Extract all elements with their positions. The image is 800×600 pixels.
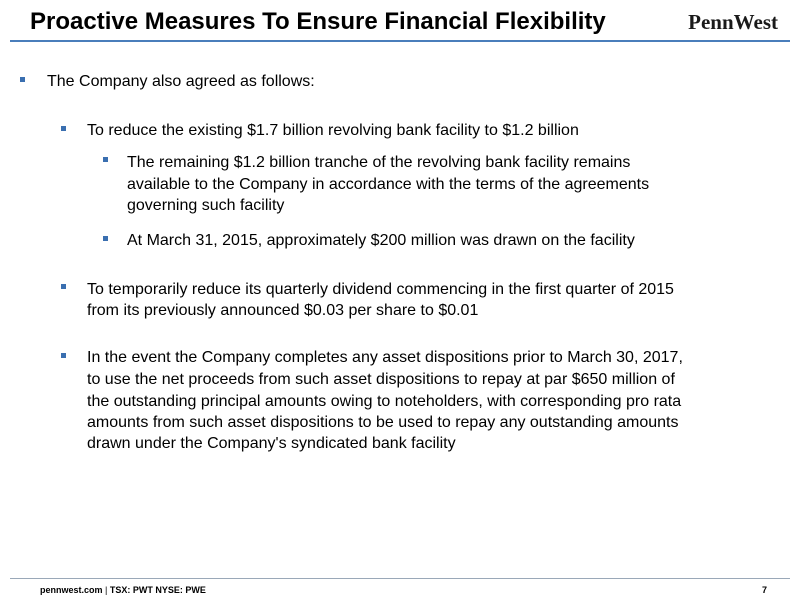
bullet-square-icon — [61, 353, 66, 358]
bullet-drawn-amount: At March 31, 2015, approximately $200 million was drawn on the facility — [127, 232, 635, 249]
footer-site-link[interactable]: pennwest.com — [40, 585, 103, 595]
footer-tickers: TSX: PWT NYSE: PWE — [109, 585, 206, 595]
bullet-remaining-tranche-line-3: governing such facility — [127, 197, 285, 214]
bullet-remaining-tranche-line-1: The remaining $1.2 billion tranche of the revolving bank facility remains — [127, 154, 631, 171]
bullet-square-icon — [61, 284, 66, 289]
footer-info — [40, 584, 206, 596]
bullet-square-icon — [20, 77, 25, 82]
bullet-dispositions-line-2: to use the net proceeds from such asset dispositions to repay at par $650 million of — [87, 371, 675, 388]
bullet-square-icon — [103, 157, 108, 162]
bullet-dispositions-line-4: amounts from such asset dispositions to be used to repay any outstanding amounts — [87, 414, 679, 431]
bullet-square-icon — [61, 126, 66, 131]
title-divider — [10, 40, 790, 42]
bullet-reduce-facility: To reduce the existing $1.7 billion revolving bank facility to $1.2 billion — [87, 122, 579, 139]
bullet-dispositions-line-1: In the event the Company completes any asset dispositions prior to March 30, 2017, — [87, 349, 683, 366]
page-number: 7 — [761, 585, 767, 595]
footer-separator: | — [105, 585, 108, 595]
page-title: Proactive Measures To Ensure Financial Flexibility — [30, 8, 606, 35]
bullet-remaining-tranche-line-2: available to the Company in accordance with the terms of the agreements — [127, 176, 650, 193]
pennwest-logo: PennWest — [688, 10, 778, 34]
bullet-dividend-line-1: To temporarily reduce its quarterly dividend commencing in the first quarter of 2015 — [87, 281, 674, 298]
footer-divider — [10, 578, 790, 579]
bullet-intro: The Company also agreed as follows: — [47, 73, 315, 90]
bullet-square-icon — [103, 236, 108, 241]
bullet-dispositions-line-3: the outstanding principal amounts owing to noteholders, with corresponding pro rata — [87, 393, 682, 410]
bullet-dividend-line-2: from its previously announced $0.03 per share to $0.01 — [87, 302, 479, 319]
bullet-dispositions-line-5: drawn under the Company's syndicated bank facility — [87, 435, 456, 452]
